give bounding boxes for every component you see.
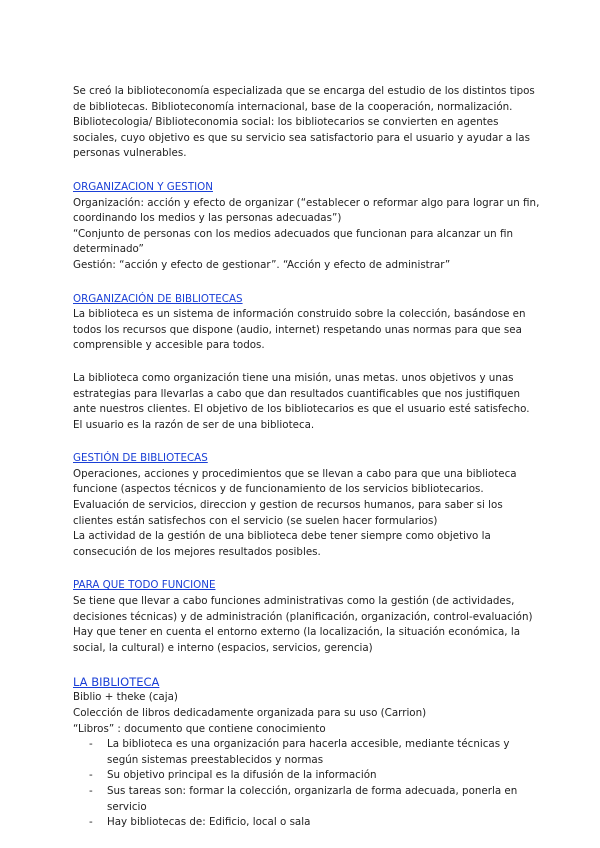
biblioteca-line-3: “Libros” : documento que contiene conocimiento (73, 722, 326, 735)
org-line-3: Gestión: “acción y efecto de gestionar”. “Acción y efecto de administrar” (73, 258, 451, 271)
gestion-line-2: Evaluación de servicios, direccion y gestion de recursos humanos, para saber si los clientes están satisfechos con el servicio (se suelen hacer formularios) (73, 499, 503, 527)
gestion-line-3: La actividad de la gestión de una biblioteca debe tener siempre como objetivo la consecución de los mejores resultados posibles. (73, 530, 491, 558)
org-line-2: “Conjunto de personas con los medios adecuados que funcionan para alcanzar un fin determinado” (73, 227, 513, 256)
heading-organizacion-gestion: ORGANIZACION Y GESTION (73, 180, 213, 193)
heading-gestion-bibliotecas: GESTIÓN DE BIBLIOTECAS (73, 452, 208, 465)
biblioteca-bullet-list (73, 737, 540, 831)
intro-paragraph-2: Bibliotecologia/ Biblioteconomia social: los bibliotecarios se convierten en agentes sociales, cuyo objetivo es que su servicio sea satisfactorio para el usuario y ayudar a las personas vulnerables. (73, 116, 530, 160)
list-item: - Sus tareas son: formar la colección, organizarla de forma adecuada, ponerla en servicio (107, 784, 540, 815)
intro-paragraph-1: Se creó la biblioteconomía especializada que se encarga del estudio de los distintos tipos de bibliotecas. Biblioteconomía internacional, base de la cooperación, normalización. (73, 85, 535, 113)
list-item: - Su objetivo principal es la difusión de la información (107, 768, 540, 784)
org-bib-paragraph-1: La biblioteca es un sistema de información construido sobre la colección, basándose en todos los recursos que dispone (audio, internet) respetando unas normas para que sea comprensible y accesible para todos. (73, 308, 526, 352)
list-item: - Hay bibliotecas de: Edificio, local o sala (107, 815, 540, 831)
biblioteca-line-1: Biblio + theke (caja) (73, 691, 178, 704)
heading-para-que-todo-funcione: PARA QUE TODO FUNCIONE (73, 579, 216, 592)
org-bib-paragraph-2: La biblioteca como organización tiene una misión, unas metas. unos objetivos y unas estrategias para llevarlas a cabo que dan resultados cuantificables que nos justifiquen ante nuestros clientes. El objetivo de los bibliotecarios es que el usuario esté satisfecho. El usuario es la razón de ser de una biblioteca. (73, 371, 530, 431)
para-que-line-2: Hay que tener en cuenta el entorno externo (la localización, la situación económica, la social, la cultural) e interno (espacios, servicios, gerencia) (73, 626, 521, 654)
gestion-line-1: Operaciones, acciones y procedimientos que se llevan a cabo para que una biblioteca funcione (aspectos técnicos y de funcionamiento de los servicios bibliotecarios. (73, 467, 517, 496)
list-item: - La biblioteca es una organización para hacerla accesible, mediante técnicas y según sistemas preestablecidos y normas (107, 737, 540, 768)
biblioteca-line-2: Colección de libros dedicadamente organizada para su uso (Carrion) (73, 707, 427, 719)
org-line-1: Organización: acción y efecto de organizar (“establecer o reformar algo para lograr un fin, coordinando los medios y las personas adecuadas”) (73, 196, 540, 225)
heading-organizacion-bibliotecas: ORGANIZACIÓN DE BIBLIOTECAS (73, 292, 243, 305)
heading-la-biblioteca: LA BIBLIOTECA (73, 675, 160, 690)
para-que-line-1: Se tiene que llevar a cabo funciones administrativas como la gestión (de actividades, decisiones técnicas) y de administración (planificación, organización, control-evaluación) (73, 595, 533, 623)
